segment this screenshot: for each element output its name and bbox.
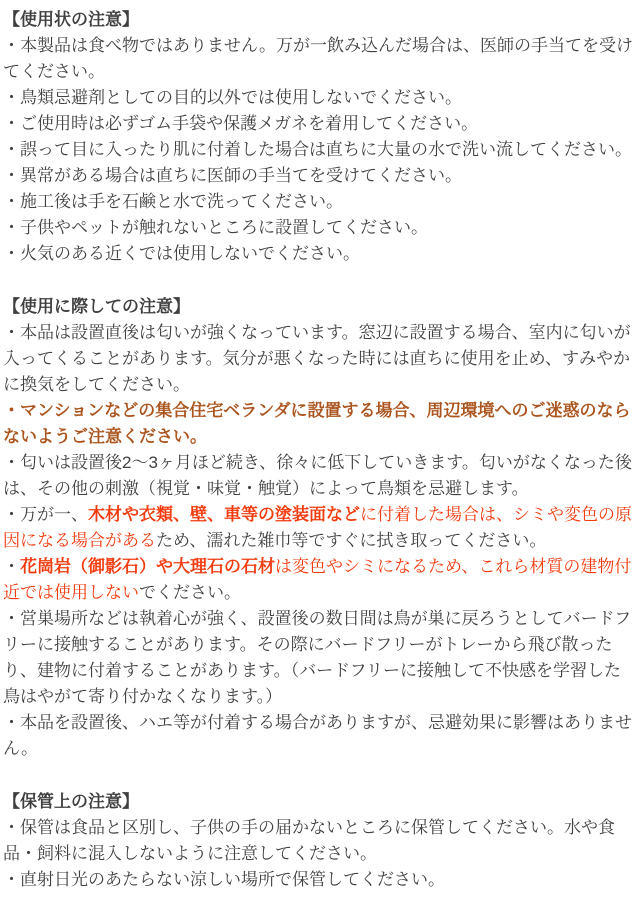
text-run: ・火気のある近くでは使用しないでください。	[3, 244, 360, 263]
notice-item	[3, 111, 636, 137]
text-run: ・本製品は食べ物ではありません。万が一飲み込んだ場合は、医師の手当てを受けてください。	[3, 36, 634, 81]
text-run: ・鳥類忌避剤としての目的以外では使用しないでください。	[3, 88, 462, 107]
text-run: ・ご使用時は必ずゴム手袋や保護メガネを着用してください。	[3, 114, 479, 133]
text-run: は変色やシミになるため、これら材質の建物付近では使用しない	[3, 557, 632, 602]
text-run: ・誤って目に入ったり肌に付着した場合は直ちに大量の水で洗い流してください。	[3, 140, 632, 159]
notice-item	[3, 554, 636, 606]
text-run: ため、濡れた雑巾等ですぐに拭き取ってください。	[156, 531, 547, 550]
notice-item	[3, 710, 636, 762]
text-run: ・本品を設置後、ハエ等が付着する場合がありますが、忌避効果に影響はありません。	[3, 713, 632, 758]
notice-item	[3, 189, 636, 215]
text-run: ・営巣場所などは執着心が強く、設置後の数日間は鳥が巣に戻ろうとしてバードフリーに接触することがあります。その際にバードフリーがトレーから飛び散ったり、建物に付着することがあります。（バードフリーに接触して不快感を学習した鳥はやがて寄り付かなくなります。）	[3, 609, 632, 706]
text-run: ・本品は設置直後は匂いが強くなっています。窓辺に設置する場合、室内に匂いが入ってくることがあります。気分が悪くなった時には直ちに使用を止め、すみやかに換気をしてください。	[3, 323, 631, 394]
notice-item	[3, 606, 636, 710]
section-heading: 【使用状の注意】	[3, 10, 139, 29]
section-heading: 【使用に際しての注意】	[3, 297, 190, 316]
text-run: 花崗岩（御影石）や大理石の石材	[20, 557, 275, 576]
section-heading: 【保管上の注意】	[3, 792, 139, 811]
text-run: ・施工後は手を石鹸と水で洗ってください。	[3, 192, 343, 211]
text-run: ・マンションなどの集合住宅ベランダに設置する場合、周辺環境へのご迷惑のならないようご注意ください。	[3, 401, 631, 446]
notice-item	[3, 502, 636, 554]
text-run: ・万が一、	[3, 505, 88, 524]
text-run: に付着した場合は、シミや変色の原因になる場合がある	[3, 505, 632, 550]
text-run: ・子供やペットが触れないところに設置してください。	[3, 218, 428, 237]
notice-item	[3, 398, 636, 450]
text-run: ・保管は食品と区別し、子供の手の届かないところに保管してください。水や食品・飼料に混入しないように注意してください。	[3, 818, 615, 863]
text-run: 木材や衣類、壁、車等の塗装面など	[88, 505, 360, 524]
notice-item	[3, 241, 636, 267]
notice-item	[3, 33, 636, 85]
notice-item	[3, 137, 636, 163]
text-run: ・匂いは設置後2～3ヶ月ほど続き、徐々に低下していきます。匂いがなくなった後は、その他の刺激（視覚・味覚・触覚）によって鳥類を忌避します。	[3, 453, 632, 498]
text-run: ・	[3, 557, 20, 576]
caution-section-1	[3, 7, 636, 267]
notice-item	[3, 163, 636, 189]
text-run: ・直射日光のあたらない涼しい場所で保管してください。	[3, 870, 445, 889]
caution-section-2	[3, 294, 636, 762]
sections-container	[3, 7, 636, 893]
text-run: でください。	[139, 583, 241, 602]
notice-item	[3, 867, 636, 893]
notice-item	[3, 815, 636, 867]
text-run: ・異常がある場合は直ちに医師の手当てを受けてください。	[3, 166, 462, 185]
caution-section-3	[3, 789, 636, 893]
notice-item	[3, 450, 636, 502]
notice-item	[3, 320, 636, 398]
notice-item	[3, 85, 636, 111]
notice-item	[3, 215, 636, 241]
